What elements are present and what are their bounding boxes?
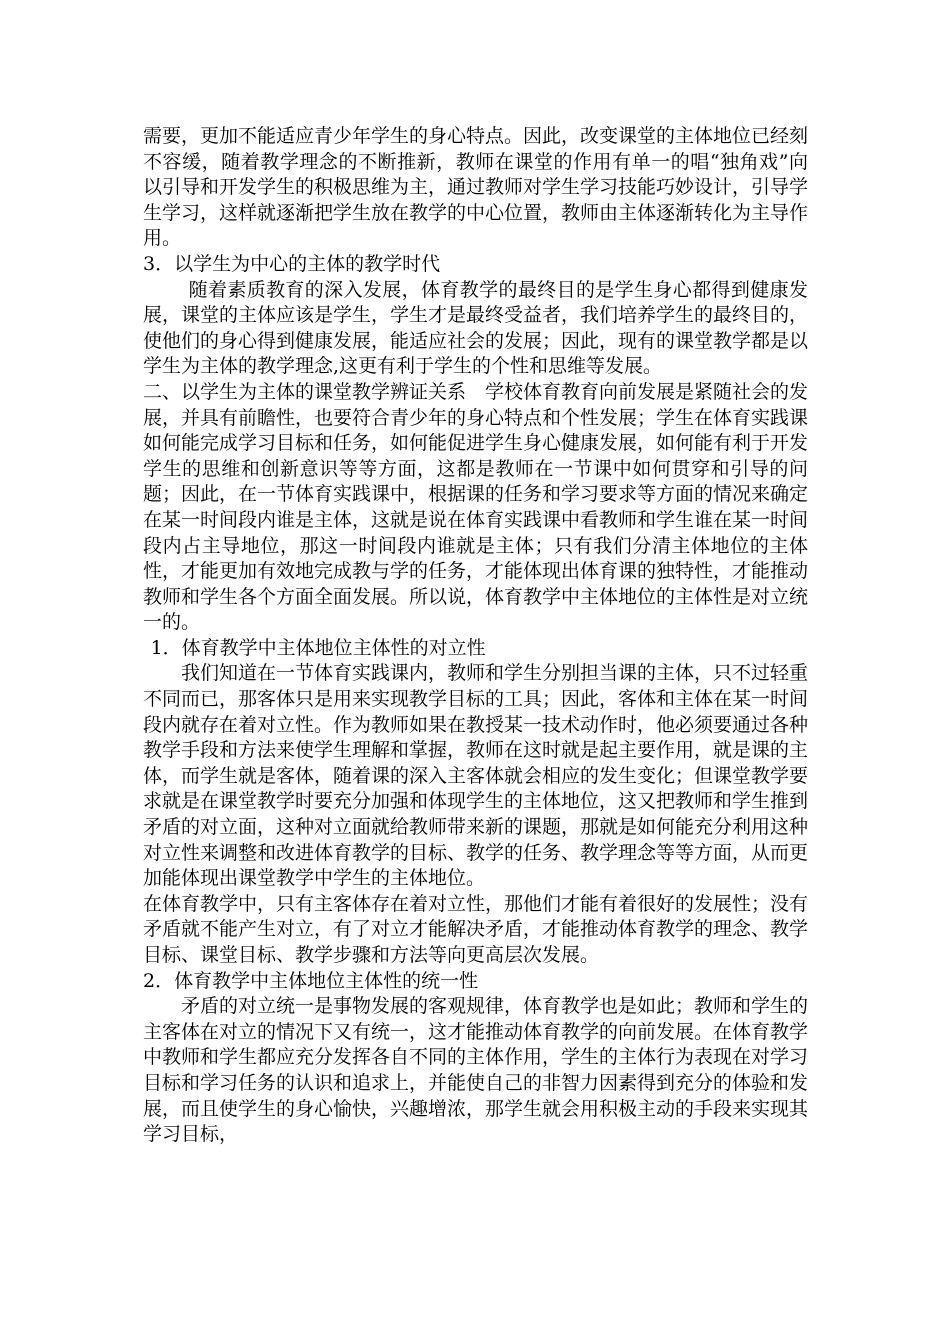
document-body — [143, 124, 808, 1148]
section-heading-1: 1．体育教学中主体地位主体性的对立性 — [150, 636, 486, 659]
paragraph-intro: 需要，更加不能适应青少年学生的身心特点。因此，改变课堂的主体地位已经刻不容缓，随着教学理念的不断推新，教师在课堂的作用有单一的唱“独角戏”向以引导和开发学生的积极思维为主，通过教师对学生学习技能巧妙设计，引导学生学习，这样就逐渐把学生放在教学的中心位置，教师由主体逐渐转化为主导作用。 — [143, 125, 809, 250]
paragraph-opposition-development: 在体育教学中，只有主客体存在着对立性，那他们才能有着很好的发展性；没有矛盾就不能产生对立，有了对立才能解决矛盾，才能推动体育教学的理念、教学目标、课堂目标、教学步骤和方法等向更高层次发展。 — [143, 892, 809, 966]
paragraph-section-two: 二、以学生为主体的课堂教学辨证关系 学校体育教育向前发展是紧随社会的发展，并具有前瞻性，也要符合青少年的身心特点和个性发展；学生在体育实践课如何能完成学习目标和任务，如何能促进学生身心健康发展，如何能有利于开发学生的思维和创新意识等等方面，这都是教师在一节课中如何贯穿和引导的问题；因此，在一节体育实践课中，根据课的任务和学习要求等方面的情况来确定在某一时间段内谁是主体，这就是说在体育实践课中看教师和学生谁在某一时间段内占主导地位，那这一时间段内谁就是主体；只有我们分清主体地位的主体性，才能更加有效地完成教与学的任务，才能体现出体育课的独特性，才能推动教师和学生各个方面全面发展。所以说，体育教学中主体地位的主体性是对立统一的。 — [143, 380, 809, 634]
section-heading-3: 3．以学生为中心的主体的教学时代 — [143, 252, 441, 275]
paragraph-unity: 矛盾的对立统一是事物发展的客观规律，体育教学也是如此；教师和学生的主客体在对立的情况下又有统一，这才能推动体育教学的向前发展。在体育教学中教师和学生都应充分发挥各自不同的主体作用，学生的主体行为表现在对学习目标和学习任务的认识和追求上，并能使自己的非智力因素得到充分的体验和发展，而且使学生的身心愉快，兴趣增浓，那学生就会用积极主动的手段来实现其学习目标， — [143, 995, 809, 1146]
paragraph-student-centered: 随着素质教育的深入发展，体育教学的最终目的是学生身心都得到健康发展，课堂的主体应该是学生，学生才是最终受益者，我们培养学生的最终目的，使他们的身心得到健康发展，能适应社会的发展；因此，现有的课堂教学都是以学生为主体的教学理念,这更有利于学生的个性和思维等发展。 — [143, 278, 809, 378]
paragraph-opposition: 我们知道在一节体育实践课内，教师和学生分别担当课的主体，只不过轻重不同而已，那客体只是用来实现教学目标的工具；因此，客体和主体在某一时间段内就存在着对立性。作为教师如果在教授某一技术动作时，他必须要通过各种教学手段和方法来使学生理解和掌握，教师在这时就是起主要作用，就是课的主体，而学生就是客体，随着课的深入主客体就会相应的发生变化；但课堂教学要求就是在课堂教学时要充分加强和体现学生的主体地位，这又把教师和学生推到矛盾的对立面，这种对立面就给教师带来新的课题，那就是如何能充分利用这种对立性来调整和改进体育教学的目标、教学的任务、教学理念等等方面，从而更加能体现出课堂教学中学生的主体地位。 — [143, 662, 809, 890]
section-heading-2: 2．体育教学中主体地位主体性的统一性 — [143, 969, 479, 992]
